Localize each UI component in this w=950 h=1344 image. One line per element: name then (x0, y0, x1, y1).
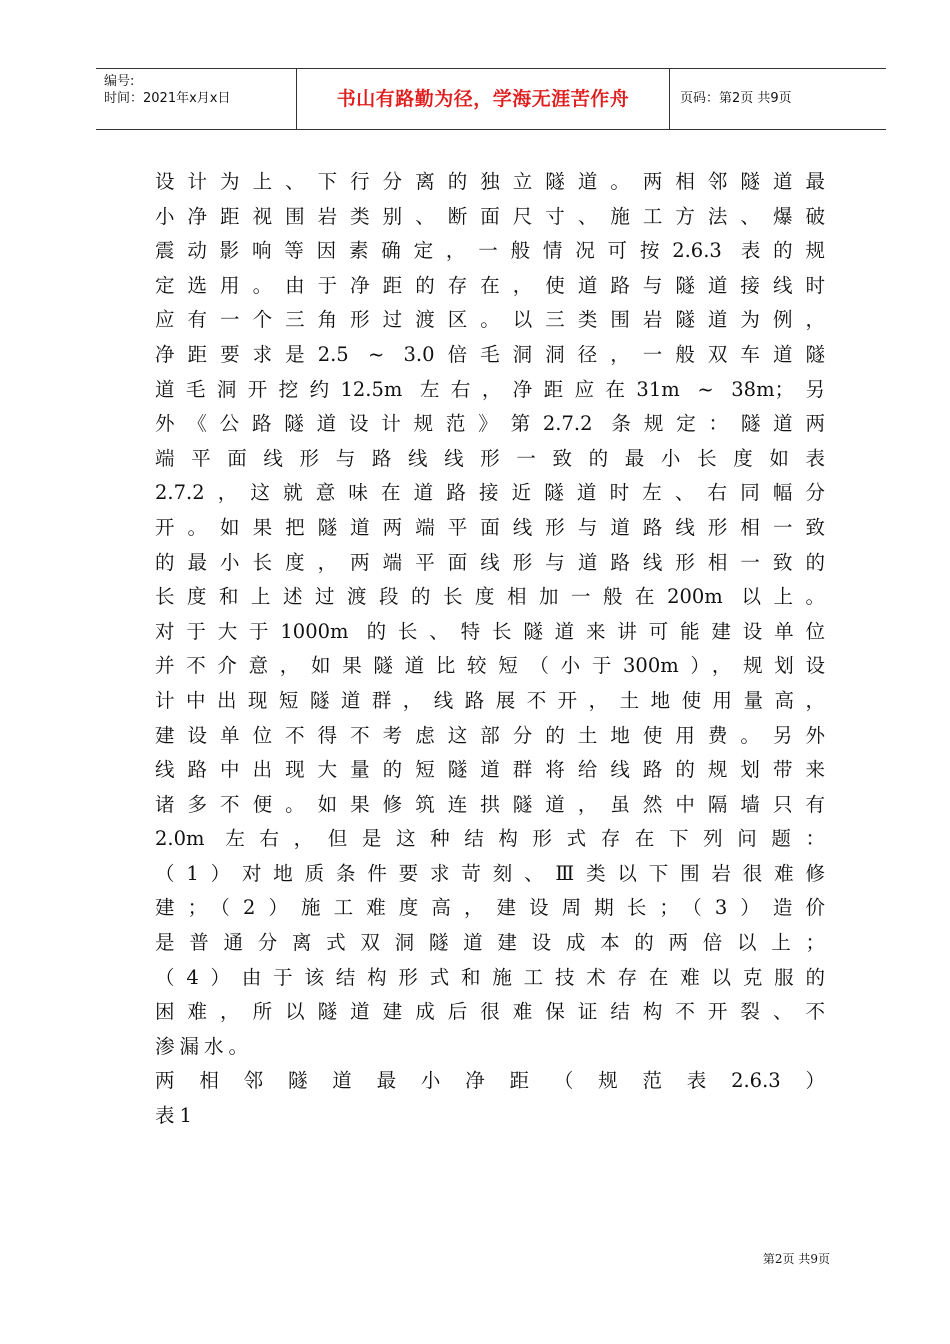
page-header (96, 68, 886, 130)
time-label: 时间：2021年x月x日 (104, 91, 231, 106)
body-line: 建；（2）施工难度高，建设周期长；（3）造价 (155, 896, 825, 920)
body-text (155, 165, 825, 1134)
body-line: 是普通分离式双洞隧道建设成本的两倍以上； (155, 931, 825, 955)
body-line: 净距要求是2.5 ~ 3.0倍毛洞洞径，一般双车道隧 (155, 342, 825, 366)
body-line: 对于大于1000m 的长、特长隧道来讲可能建设单位 (155, 619, 825, 643)
body-line: 计中出现短隧道群，线路展不开，土地使用量高， (155, 688, 825, 712)
body-line: 线路中出现大量的短隧道群将给线路的规划带来 (155, 758, 825, 782)
body-line: 困难，所以隧道建成后很难保证结构不开裂、不 (155, 1000, 825, 1024)
body-line: 定选用。由于净距的存在，使道路与隧道接线时 (155, 273, 825, 297)
body-line: 渗漏水。 (155, 1034, 254, 1058)
body-line: 开。如果把隧道两端平面线形与道路线形相一致 (155, 515, 825, 539)
body-line: 的最小长度，两端平面线形与道路线形相一致的 (155, 550, 825, 574)
header-divider (669, 69, 670, 129)
body-line: 长度和上述过渡段的长度相加一般在200m 以上。 (155, 585, 825, 609)
body-line: 小净距视围岩类别、断面尺寸、施工方法、爆破 (155, 204, 825, 228)
header-page-info: 页码：第2页 共9页 (680, 91, 792, 106)
body-line: 并不介意，如果隧道比较短（小于300m），规划设 (155, 654, 825, 678)
body-line: 端平面线形与路线线形一致的最小长度如表 (155, 446, 825, 470)
body-line: 设计为上、下行分离的独立隧道。两相邻隧道最 (155, 170, 825, 193)
body-line: 诸多不便。如果修筑连拱隧道，虽然中隔墙只有 (155, 792, 825, 816)
body-line: 建设单位不得不考虑这部分的土地使用费。另外 (155, 723, 825, 747)
body-line: 外《公路隧道设计规范》第2.7.2 条规定：隧道两 (155, 412, 825, 436)
table-caption: 两相邻隧道最小净距（规范表2.6.3） (155, 1069, 825, 1093)
serial-label: 编号: (104, 74, 135, 89)
body-line: 道毛洞开挖约12.5m 左右，净距应在31m ~ 38m；另 (155, 377, 825, 401)
body-line: 应有一个三角形过渡区。以三类围岩隧道为例， (155, 308, 825, 332)
page-footer: 第2页 共9页 (762, 1252, 830, 1266)
body-line: （1）对地质条件要求苛刻、Ⅲ类以下围岩很难修 (155, 861, 825, 885)
body-line: （4）由于该结构形式和施工技术存在难以克服的 (155, 965, 825, 989)
header-meta (104, 73, 294, 125)
body-line: 震动影响等因素确定，一般情况可按2.6.3 表的规 (155, 239, 825, 263)
body-line: 2.7.2，这就意味在道路接近隧道时左、右同幅分 (155, 481, 825, 505)
header-motto: 书山有路勤为径，学海无涯苦作舟 (336, 88, 630, 110)
table-label: 表1 (155, 1104, 197, 1128)
body-line: 2.0m 左右，但是这种结构形式存在下列问题： (155, 827, 825, 851)
